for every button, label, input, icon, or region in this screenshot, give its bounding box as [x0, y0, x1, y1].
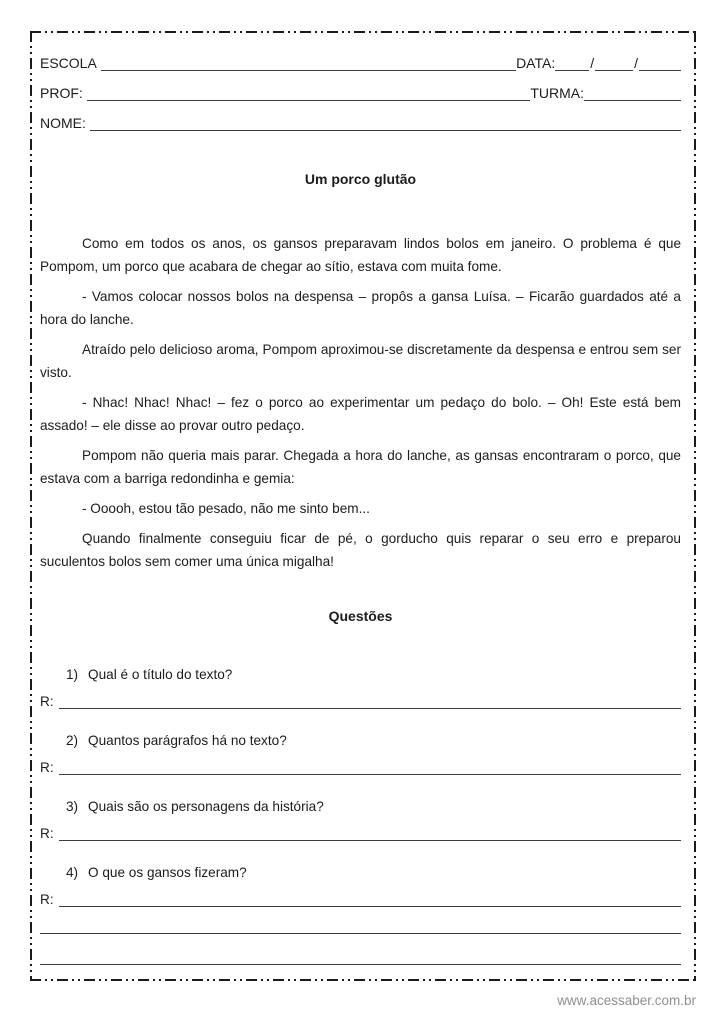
date-year-line	[639, 70, 681, 71]
teacher-fill-line	[87, 100, 531, 101]
story-paragraph: Atraído pelo delicioso aroma, Pompom aproximou-se discretamente da despensa e entrou sem ser visto.	[40, 342, 681, 380]
footer-url: www.acessaber.com.br	[557, 993, 696, 1008]
question-text: Qual é o título do texto?	[88, 667, 233, 682]
class-label: TURMA:	[530, 85, 584, 101]
worksheet	[30, 31, 696, 981]
date-slash: /	[590, 55, 595, 71]
extra-answer-line	[40, 964, 681, 965]
answer-row	[40, 760, 681, 775]
dashed-border-bottom	[30, 979, 696, 981]
question-item	[66, 799, 681, 814]
answer-row	[40, 826, 681, 841]
extra-answer-line	[40, 933, 681, 934]
answer-line	[59, 774, 681, 775]
name-fill-line	[90, 130, 681, 131]
name-field-row	[40, 105, 681, 131]
date-slash: /	[634, 55, 638, 71]
question-text: O que os gansos fizeram?	[88, 865, 247, 880]
school-fill-line	[101, 70, 516, 71]
answer-line	[59, 906, 681, 907]
story-body	[40, 232, 681, 573]
answer-prefix: R:	[40, 760, 54, 775]
answer-line	[59, 840, 681, 841]
question-item	[66, 865, 681, 880]
question-text: Quais são os personagens da história?	[88, 799, 324, 814]
story-paragraph: Quando finalmente conseguiu ficar de pé, o gorducho quis reparar o seu erro e preparou suculentos bolos sem comer uma única migalha!	[40, 531, 681, 569]
question-text: Quantos parágrafos há no texto?	[88, 733, 287, 748]
question-number: 1)	[66, 667, 79, 682]
question-number: 3)	[66, 799, 79, 814]
answer-row	[40, 892, 681, 907]
questions-heading: Questões	[328, 608, 393, 624]
date-month-line	[595, 70, 633, 71]
story-title: Um porco glutão	[304, 171, 417, 187]
story-paragraph: - Nhac! Nhac! Nhac! – fez o porco ao experimentar um pedaço do bolo. – Oh! Este está bem assado! – ele disse ao provar outro pedaço.	[40, 395, 681, 433]
teacher-label: PROF:	[40, 85, 83, 101]
teacher-field-row	[40, 75, 681, 101]
class-fill-line	[584, 100, 681, 101]
dashed-border-right	[694, 31, 696, 981]
question-item	[66, 667, 681, 682]
dashed-border-left	[30, 31, 32, 981]
answer-row	[40, 694, 681, 709]
story-paragraph: - Ooooh, estou tão pesado, não me sinto bem...	[82, 501, 370, 516]
story-paragraph: Como em todos os anos, os gansos preparavam lindos bolos em janeiro. O problema é que Pompom, um porco que acabara de chegar ao sítio, estava com muita fome.	[40, 236, 681, 274]
answer-prefix: R:	[40, 826, 54, 841]
dashed-border-top	[30, 31, 696, 33]
story-paragraph: - Vamos colocar nossos bolos na despensa – propôs a gansa Luísa. – Ficarão guardados até a hora do lanche.	[40, 289, 681, 327]
question-item	[66, 733, 681, 748]
story-paragraph: Pompom não queria mais parar. Chegada a hora do lanche, as gansas encontraram o porco, que estava com a barriga redondinha e gemia:	[40, 448, 681, 486]
date-label: DATA:	[516, 55, 556, 71]
answer-prefix: R:	[40, 694, 54, 709]
school-label: ESCOLA	[40, 55, 97, 71]
answer-line	[59, 708, 681, 709]
name-label: NOME:	[40, 115, 86, 131]
question-number: 4)	[66, 865, 79, 880]
school-field-row	[40, 45, 681, 71]
question-number: 2)	[66, 733, 79, 748]
answer-prefix: R:	[40, 892, 54, 907]
date-day-line	[555, 70, 589, 71]
